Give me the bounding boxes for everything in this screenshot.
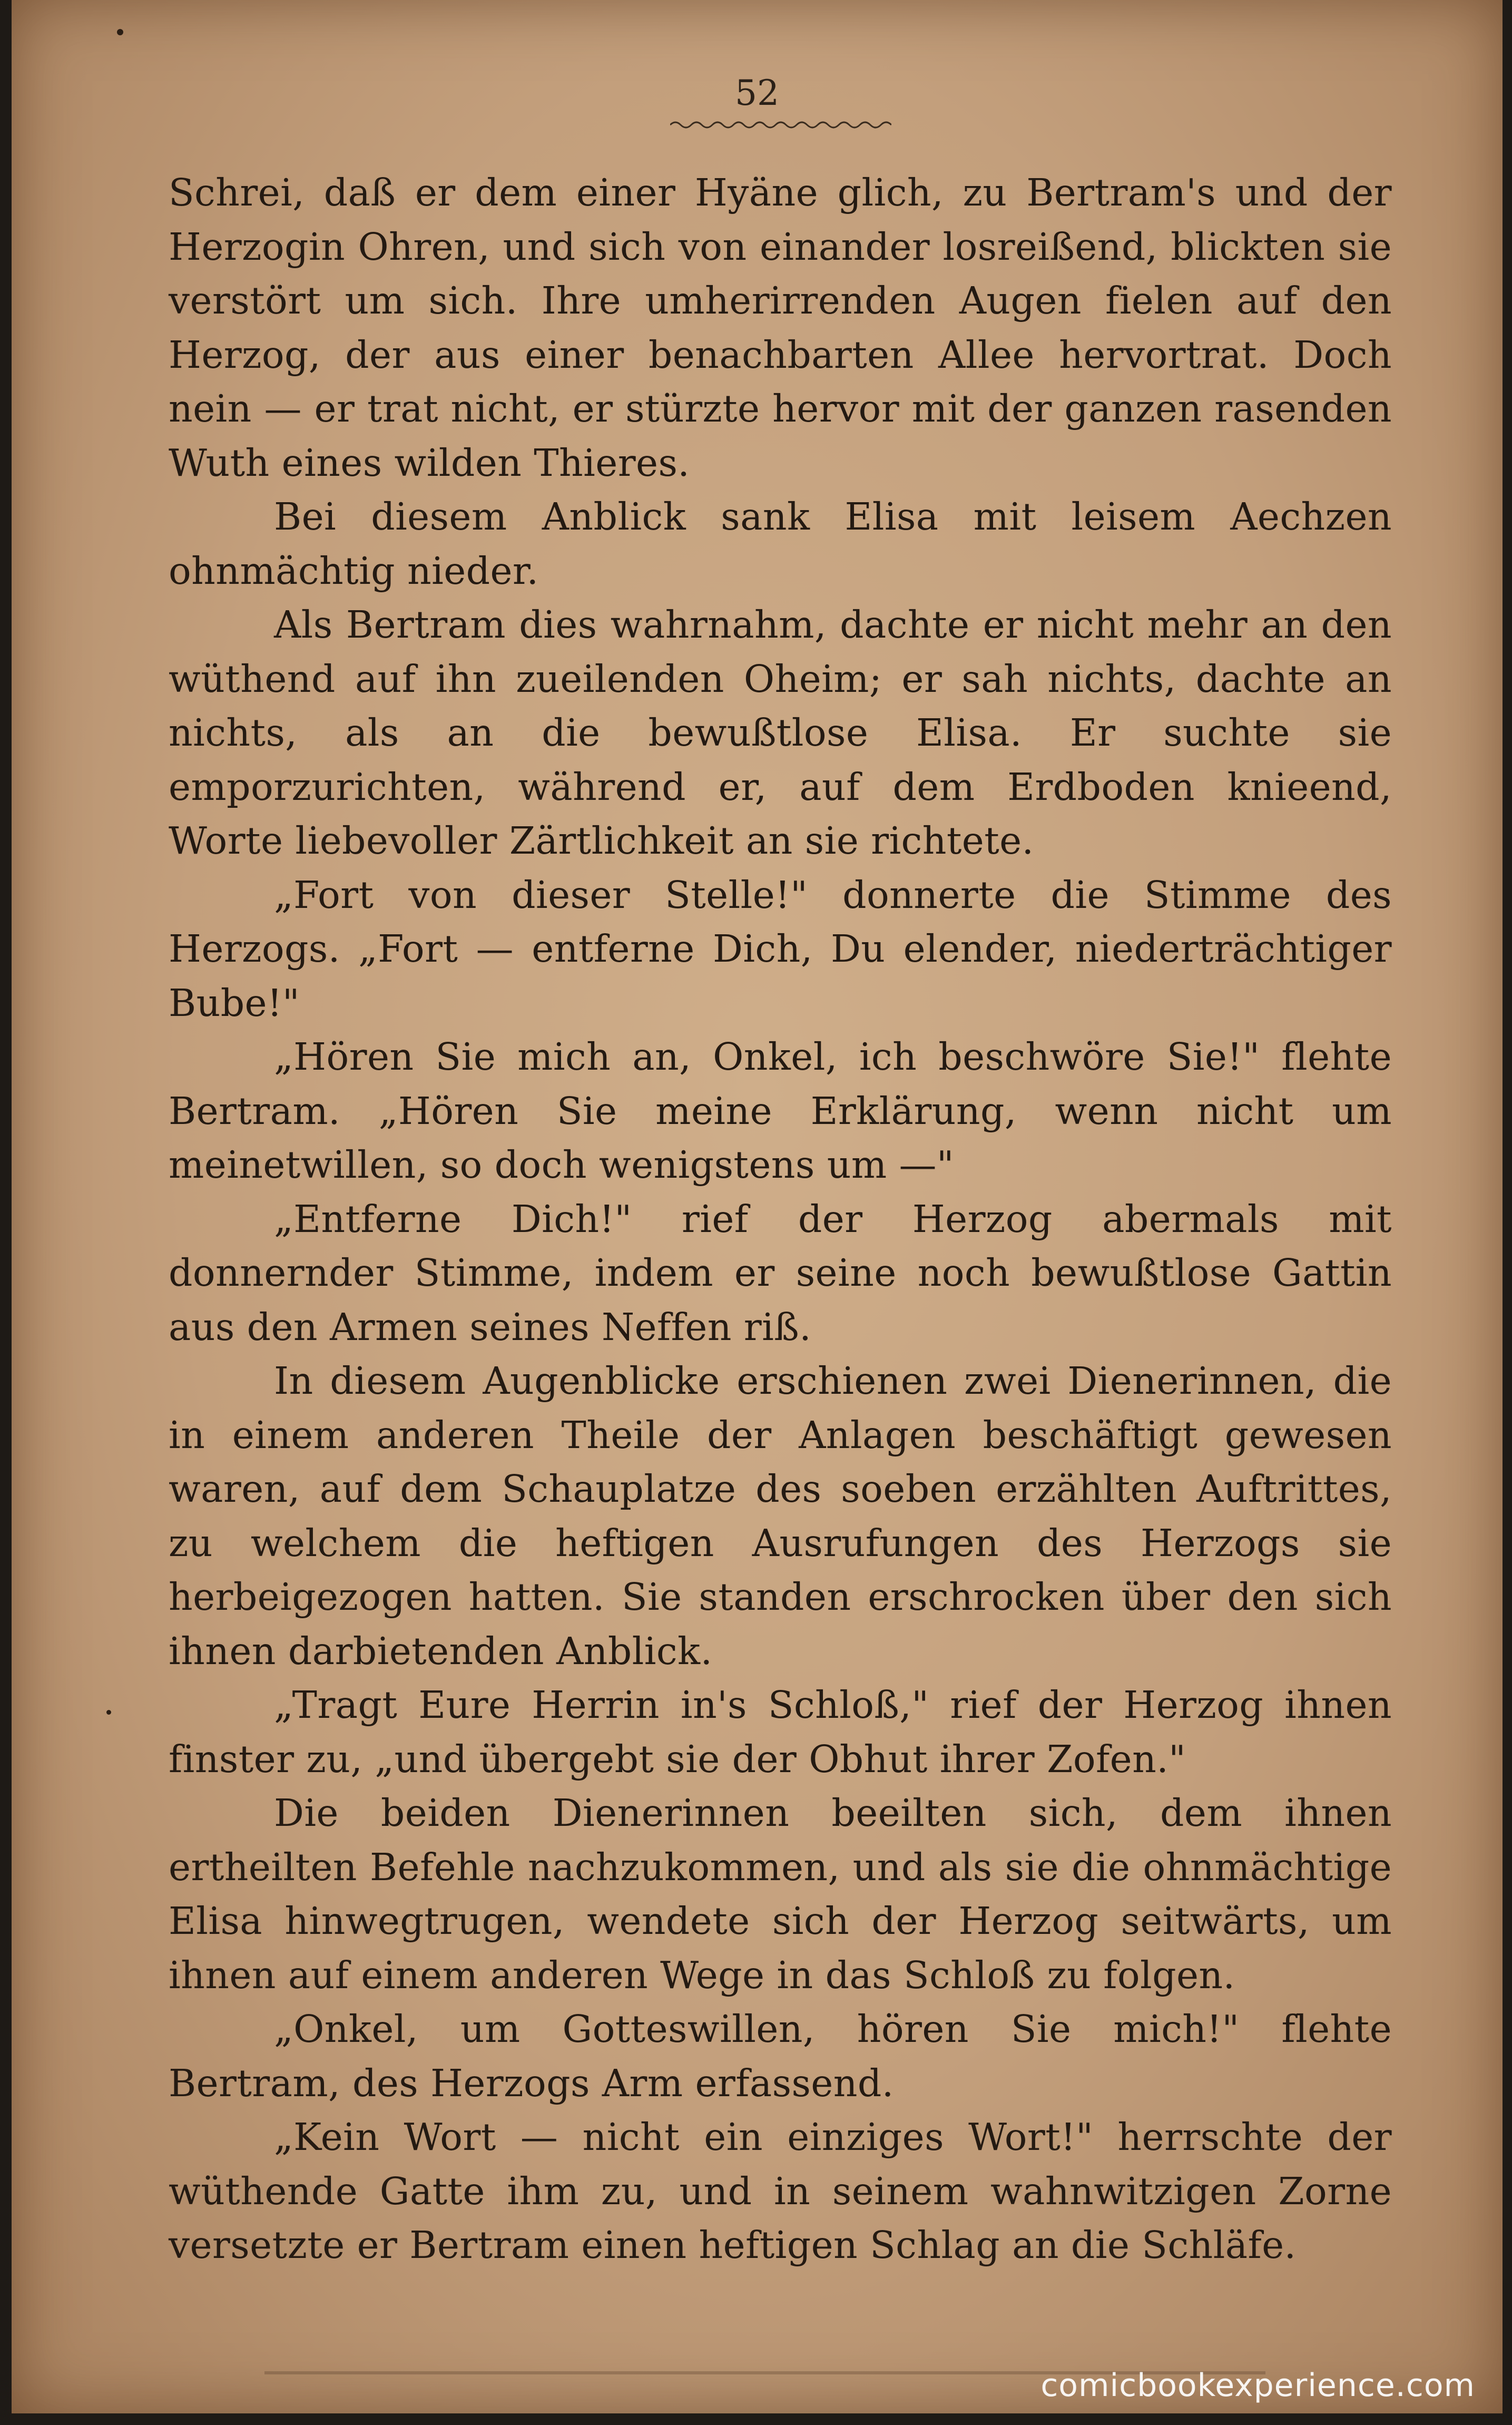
paragraph: „Entferne Dich!" rief der Herzog abermals mit donnernder Stimme, indem er seine noch bewußtlose Gattin aus den Armen seines Neffen riß. (169, 1197, 1392, 1349)
paragraph: Schrei, daß er dem einer Hyäne glich, zu Bertram's und der Herzogin Ohren, und sich von einander losreißend, blickten sie verstört um sich. Ihre umherirrenden Augen fielen auf den Herzog, der aus einer benachbarten Allee hervortrat. Doch nein — er trat nicht, er stürzte hervor mit der ganzen rasenden Wuth eines wilden Thieres. (169, 171, 1392, 485)
watermark: comicbookexperience.com (1040, 2367, 1475, 2404)
paper-speck (117, 29, 123, 35)
book-page (12, 0, 1503, 2413)
paragraph: Als Bertram dies wahrnahm, dachte er nicht mehr an den wüthend auf ihn zueilenden Oheim; er sah nichts, dachte an nichts, als an die bewußtlose Elisa. Er suchte sie emporzurichten, während er, auf dem Erdboden knieend, Worte liebevoller Zärtlichkeit an sie richtete. (169, 603, 1392, 863)
paragraph: „Tragt Eure Herrin in's Schloß," rief der Herzog ihnen finster zu, „und übergebt sie der Obhut ihrer Zofen." (169, 1683, 1392, 1781)
page-number: 52 (735, 73, 779, 113)
paragraph: Bei diesem Anblick sank Elisa mit leisem Aechzen ohnmächtig nieder. (169, 495, 1392, 593)
page-number-ornament (670, 119, 891, 131)
paragraph: „Hören Sie mich an, Onkel, ich beschwöre Sie!" flehte Bertram. „Hören Sie meine Erklärung, wenn nicht um meinetwillen, so doch wenigstens um —" (169, 1035, 1392, 1187)
body-text (169, 166, 1392, 2273)
paragraph: Die beiden Dienerinnen beeilten sich, dem ihnen ertheilten Befehle nachzukommen, und als sie die ohnmächtige Elisa hinwegtrugen, wendete sich der Herzog seitwärts, um ihnen auf einem anderen Wege in das Schloß zu folgen. (169, 1791, 1392, 1997)
paragraph: In diesem Augenblicke erschienen zwei Dienerinnen, die in einem anderen Theile der Anlagen beschäftigt gewesen waren, auf dem Schauplatze des soeben erzählten Auftrittes, zu welchem die heftigen Ausrufungen des Herzogs sie herbeigezogen hatten. Sie standen erschrocken über den sich ihnen darbietenden Anblick. (169, 1359, 1392, 1673)
paper-speck (106, 1710, 111, 1715)
paragraph: „Kein Wort — nicht ein einziges Wort!" herrschte der wüthende Gatte ihm zu, und in seinem wahnwitzigen Zorne versetzte er Bertram einen heftigen Schlag an die Schläfe. (169, 2115, 1392, 2267)
paragraph: „Onkel, um Gotteswillen, hören Sie mich!" flehte Bertram, des Herzogs Arm erfassend. (169, 2007, 1392, 2105)
paragraph: „Fort von dieser Stelle!" donnerte die Stimme des Herzogs. „Fort — entferne Dich, Du elender, niederträchtiger Bube!" (169, 873, 1392, 1025)
